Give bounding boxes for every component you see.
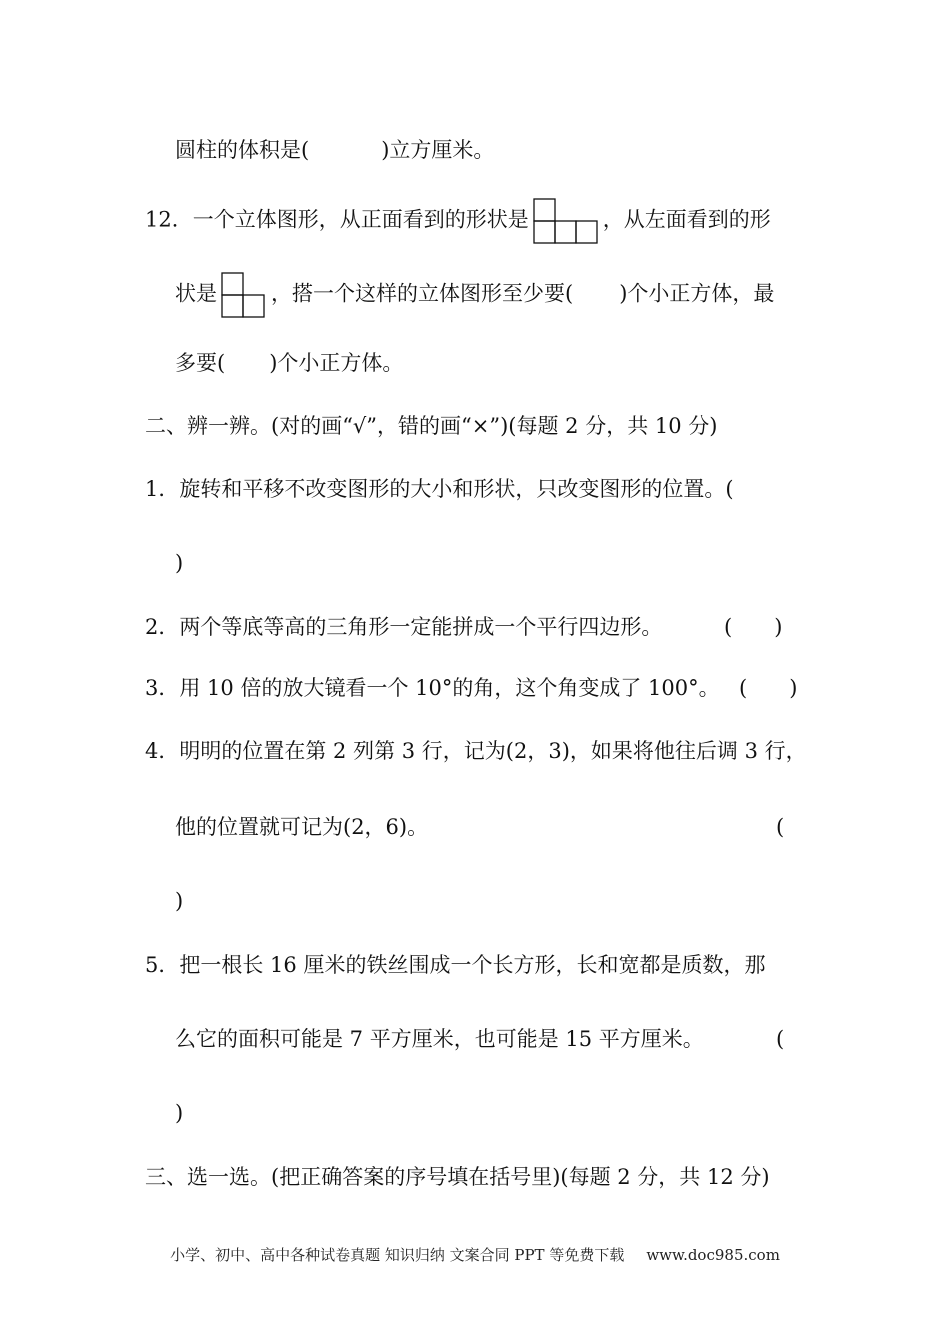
judgement-3-answer-paren[interactable]: ( ) [739,676,798,700]
judgement-4-line-1 [145,736,807,766]
judgement-4-open-paren[interactable]: ( [776,815,785,839]
judgement-3 [145,673,720,703]
question-number: 12． [145,207,193,232]
text: 用 10 倍的放大镜看一个 10°的角，这个角变成了 100°。 [179,676,720,700]
footer-text: 小学、初中、高中各种试卷真题 知识归纳 文案合同 PPT 等免费下载 [170,1246,625,1264]
question-number: 3． [145,676,180,700]
line-cylinder-volume [175,135,494,165]
text: 一个立体图形，从正面看到的形状是 [192,207,529,232]
judgement-5-line-1 [145,950,765,980]
question-number: 2． [145,615,180,639]
judgement-2-answer-paren[interactable]: ( ) [724,615,783,639]
judgement-1-close-paren: ) [175,551,184,575]
question-number: 1． [145,477,180,501]
text: 旋转和平移不改变图形的大小和形状，只改变图形的位置。( [179,477,734,501]
judgement-4-close-paren: ) [175,889,184,913]
text: ，从左面看到的形 [602,207,771,232]
question-12-line-1 [145,198,771,232]
text: 多要( [175,351,226,375]
text: 明明的位置在第 2 列第 3 行，记为(2，3)，如果将他往后调 3 行， [179,739,807,763]
text: 把一根长 16 厘米的铁丝围成一个长方形，长和宽都是质数，那 [179,953,766,977]
judgement-5-line-2: 么它的面积可能是 7 平方厘米，也可能是 15 平方厘米。 [175,1027,704,1051]
page-footer [0,1244,950,1266]
text: ，搭一个这样的立体图形至少要( [271,281,574,306]
judgement-5-open-paren[interactable]: ( [776,1027,785,1051]
text: )个小正方体，最 [619,281,775,306]
question-number: 4． [145,739,180,763]
front-view-icon [533,198,599,244]
text: 两个等底等高的三角形一定能拼成一个平行四边形。 [179,615,663,639]
front-view-shape [533,198,599,244]
text: )立方厘米。 [381,138,495,162]
question-12-line-2 [175,272,775,306]
footer-website-link[interactable]: www.doc985.com [646,1246,780,1264]
text: 状是 [175,281,217,306]
judgement-1 [145,474,734,504]
section-2-heading: 二、辨一辨。(对的画“√”，错的画“×”)(每题 2 分，共 10 分) [145,414,718,438]
judgement-4-line-2: 他的位置就可记为(2，6)。 [175,815,429,839]
text: 圆柱的体积是( [175,138,310,162]
section-3-heading: 三、选一选。(把正确答案的序号填在括号里)(每题 2 分，共 12 分) [145,1165,770,1189]
judgement-5-close-paren: ) [175,1101,184,1125]
judgement-2 [145,612,662,642]
left-view-icon [221,272,267,318]
text: )个小正方体。 [269,351,404,375]
question-12-line-3 [175,348,403,378]
question-number: 5． [145,953,180,977]
left-view-shape [221,272,267,318]
